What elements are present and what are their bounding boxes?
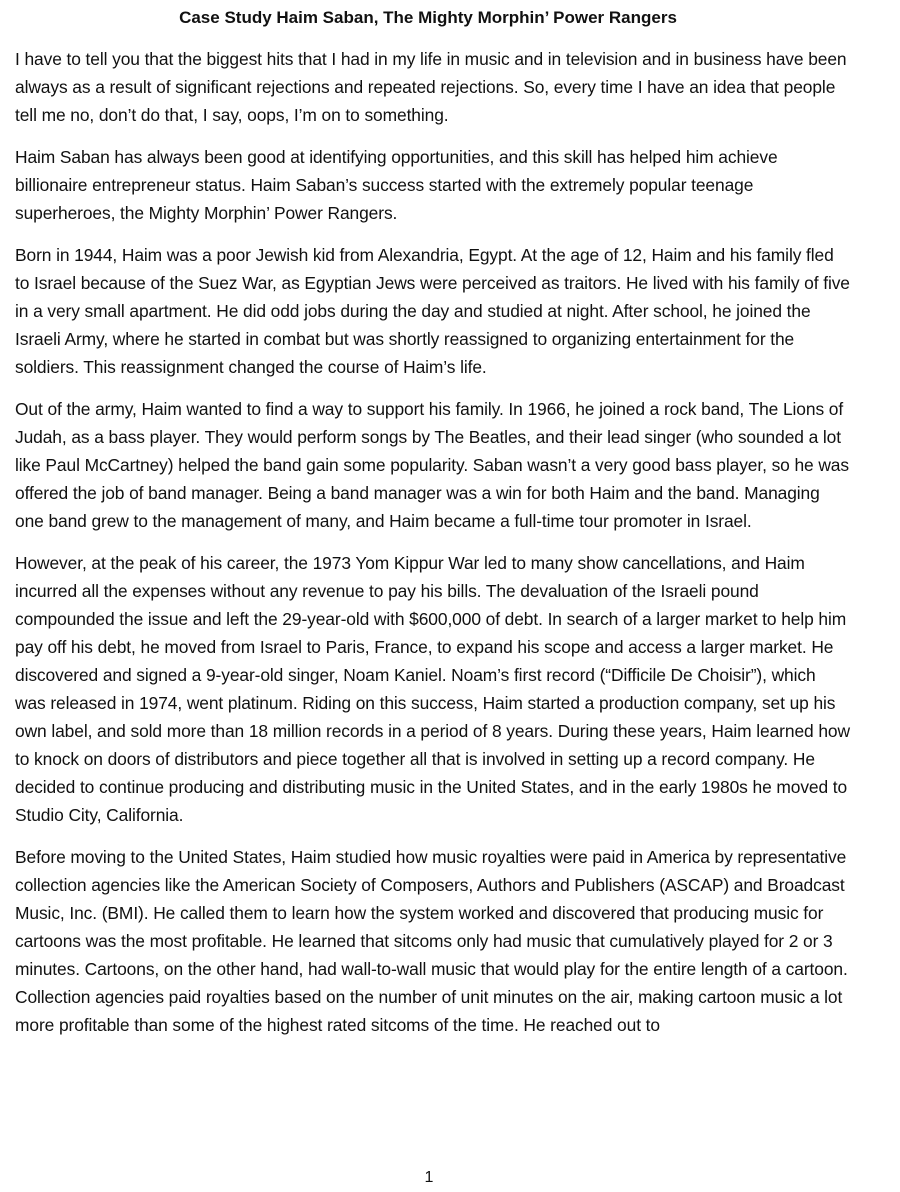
- document-body: [15, 45, 850, 1053]
- paragraph-band-manager: Out of the army, Haim wanted to find a way to support his family. In 1966, he joined a rock band, The Lions of Judah, as a bass player. They would perform songs by The Beatles, and their lead singer (who sounded a lot like Paul McCartney) helped the band gain some popularity. Saban wasn’t a very good bass player, so he was offered the job of band manager. Being a band manager was a win for both Haim and the band. Managing one band grew to the management of many, and Haim became a full-time tour promoter in Israel.: [15, 399, 849, 531]
- paragraph-quote: I have to tell you that the biggest hits that I had in my life in music and in television and in business have been always as a result of significant rejections and repeated rejections. So, every time I have an idea that people tell me no, don’t do that, I say, oops, I’m on to something.: [15, 49, 847, 125]
- page-number: 1: [424, 1169, 434, 1186]
- paragraph-intro: Haim Saban has always been good at identifying opportunities, and this skill has helped him achieve billionaire entrepreneur status. Haim Saban’s success started with the extremely popular teenage superheroes, the Mighty Morphin’ Power Rangers.: [15, 147, 778, 223]
- paragraph-early-life: Born in 1944, Haim was a poor Jewish kid from Alexandria, Egypt. At the age of 12, Haim and his family fled to Israel because of the Suez War, as Egyptian Jews were perceived as traitors. He lived with his family of five in a very small apartment. He did odd jobs during the day and studied at night. After school, he joined the Israeli Army, where he started in combat but was shortly reassigned to organizing entertainment for the soldiers. This reassignment changed the course of Haim’s life.: [15, 245, 850, 377]
- page-title: Case Study Haim Saban, The Mighty Morphin’ Power Rangers: [179, 8, 677, 27]
- paragraph-royalties: Before moving to the United States, Haim studied how music royalties were paid in America by representative collection agencies like the American Society of Composers, Authors and Publishers (ASCAP) and Broadcast Music, Inc. (BMI). He called them to learn how the system worked and discovered that producing music for cartoons was the most profitable. He learned that sitcoms only had music that cumulatively played for 2 or 3 minutes. Cartoons, on the other hand, had wall-to-wall music that would play for the entire length of a cartoon. Collection agencies paid royalties based on the number of unit minutes on the air, making cartoon music a lot more profitable than some of the highest rated sitcoms of the time. He reached out to: [15, 847, 848, 1035]
- paragraph-france: However, at the peak of his career, the 1973 Yom Kippur War led to many show cancellations, and Haim incurred all the expenses without any revenue to pay his bills. The devaluation of the Israeli pound compounded the issue and left the 29-year-old with $600,000 of debt. In search of a larger market to help him pay off his debt, he moved from Israel to Paris, France, to expand his scope and access a larger market. He discovered and signed a 9-year-old singer, Noam Kaniel. Noam’s first record (“Difficile De Choisir”), which was released in 1974, went platinum. Riding on this success, Haim started a production company, set up his own label, and sold more than 18 million records in a period of 8 years. During these years, Haim learned how to knock on doors of distributors and piece together all that is involved in setting up a record company. He decided to continue producing and distributing music in the United States, and in the early 1980s he moved to Studio City, California.: [15, 553, 850, 825]
